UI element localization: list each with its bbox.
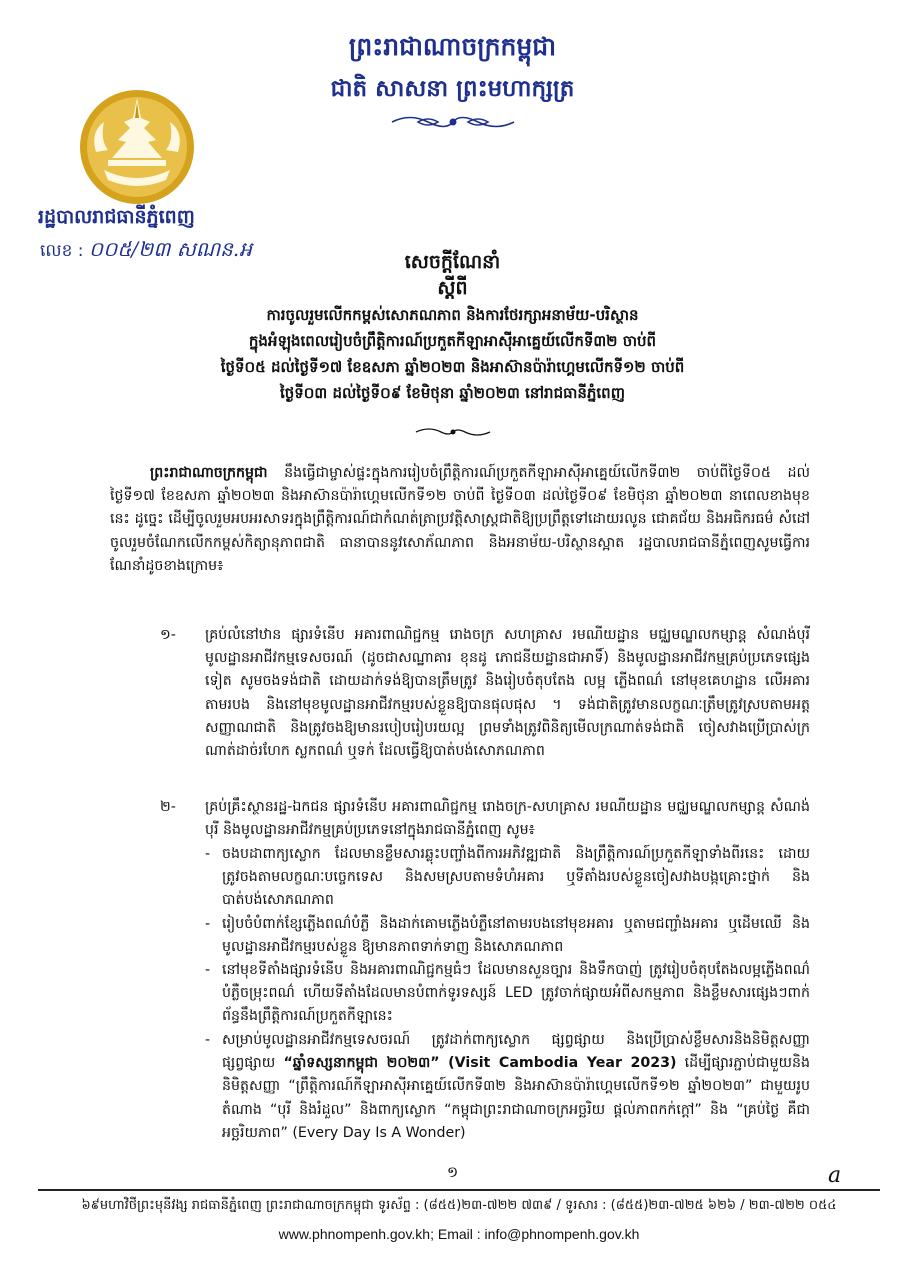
footer-web-email: www.phnompenh.gov.kh; Email : info@phnompenh.gov.kh <box>278 1226 640 1242</box>
phnom-penh-emblem-icon <box>78 88 196 206</box>
item-2-subpoint-1: - ចងបដាពាក្យស្លោក ដែលមានខ្លឹមសារឆ្លុះបញ្ចាំងពីការអភិវឌ្ឍជាតិ និងព្រឹត្តិការណ៍ប្រកួតកីឡាទាំងពីរនេះ ដោយត្រូវចងតាមលក្ខណៈបច្ចេកទេស និងសមស្របតាមទំហំអគារ ឬទីតាំងរបស់ខ្លួនចៀសវាងបង្កគ្រោះថ្នាក់ និងបាត់បង់សោភណភាព <box>205 846 810 909</box>
item-2-number: ២- <box>160 799 176 815</box>
footer-divider <box>38 1189 880 1191</box>
ministry-name: រដ្ឋបាលរាជធានីភ្នំពេញ <box>38 206 195 228</box>
item-2-subpoint-4: - សម្រាប់មូលដ្ឋានអាជីវកម្មទេសចរណ៍ ត្រូវដាក់ពាក្យស្លោក ផ្សព្វផ្សាយ និងប្រើប្រាស់ខ្លឹមសារនិងនិមិត្តសញ្ញាផ្សព្វផ្សាយ “ឆ្នាំទស្សនាកម្ពុជា ២០២៣” (Visit Cambodia Year 2023) ដើម្បីផ្សារភ្ជាប់ជាមួយនិងនិមិត្តសញ្ញា “ព្រឹត្តិការណ៍កីឡាអាស៊ីអាគ្នេយ៍លើកទី៣២ និងអាស៊ានប៉ារ៉ាហ្គេមលើកទី១២ ឆ្នាំ២០២៣” ជាមួយរូបតំណាង “បុរី និងរំដួល” និងពាក្យស្លោក “កម្ពុជាព្រះរាជាណាចក្រអច្ឆរិយ ផ្ដល់ភាពកក់ក្ដៅ” និង “គ្រប់ថ្ងៃ គឺជាអច្ឆរិយភាព” (Every Day Is A Wonder) <box>205 1032 810 1141</box>
item-1-number: ១- <box>160 627 176 643</box>
item-2-subpoint-2: - រៀបចំបំពាក់ខ្សែភ្លើងពណ៌បំភ្លឺ និងដាក់គោមភ្លើងបំភ្លឺនៅតាមរបងនៅមុខអគារ ឬតាមជញ្ជាំងអគារ ឬដើមឈើ និងមូលដ្ឋានអាជីវកម្មរបស់ខ្លួន ឱ្យមានភាពទាក់ទាញ និងសោភណភាព <box>205 916 810 956</box>
subpoint-3-text: នៅមុខទីតាំងផ្សារទំនើប និងអគារពាណិជ្ជកម្មធំៗ ដែលមានសួនច្បារ និងទឹកបាញ់ ត្រូវរៀបចំតុបតែងលម្អភ្លើងពណ៌បំភ្លឺចម្រុះពណ៌ ហើយទីតាំងដែលមានបំពាក់ទូរទស្សន៍ LED ត្រូវចាក់ផ្សាយអំពីសកម្មភាព និងខ្លឹមសារផ្សេងៗពាក់ព័ន្ធនឹងព្រឹត្តិការណ៍ប្រកួតកីឡានេះ <box>222 962 810 1025</box>
subpoint-1-text: ចងបដាពាក្យស្លោក ដែលមានខ្លឹមសារឆ្លុះបញ្ចាំងពីការអភិវឌ្ឍជាតិ និងព្រឹត្តិការណ៍ប្រកួតកីឡាទាំងពីរនេះ ដោយត្រូវចងតាមលក្ខណៈបច្ចេកទេស និងសមស្របតាមទំហំអគារ ឬទីតាំងរបស់ខ្លួនចៀសវាងបង្កគ្រោះថ្នាក់ និងបាត់បង់សោភណភាព <box>222 846 810 909</box>
footer-address: ៦៩មហាវិថីព្រះមុនីវង្ស រាជធានីភ្នំពេញ ព្រះរាជាណាចក្រកម្ពុជា ទូរស័ព្ទ : (៨៥៥)២៣-៧២២ ៧៣៩ / ទូរសារ : (៨៥៥)២៣-៧២៥ ៦២៦ / ២៣-៧២២ ០៥៤ <box>81 1198 837 1213</box>
ornament-divider-icon <box>388 110 518 134</box>
ornament-divider-icon <box>413 424 493 440</box>
subpoint-2-text: រៀបចំបំពាក់ខ្សែភ្លើងពណ៌បំភ្លឺ និងដាក់គោមភ្លើងបំភ្លឺនៅតាមរបងនៅមុខអគារ ឬតាមជញ្ជាំងអគារ ឬដើមឈើ និងមូលដ្ឋានអាជីវកម្មរបស់ខ្លួន ឱ្យមានភាពទាក់ទាញ និងសោភណភាព <box>222 916 810 956</box>
item-1-text: គ្រប់លំនៅឋាន ផ្សារទំនើប អគារពាណិជ្ជកម្ម រោងចក្រ សហគ្រាស រមណីយដ្ឋាន មជ្ឈមណ្ឌលកម្សាន្ត សំណង់បុរី មូលដ្ឋានអាជីវកម្មទេសចរណ៍ (ដូចជាសណ្ឋាគារ ខុនដូ ភោជនីយដ្ឋានជាអាទិ៍) និងមូលដ្ឋានអាជីវកម្មគ្រប់ប្រភេទផ្សេងទៀត សូមចងទង់ជាតិ ដោយដាក់ទង់ឱ្យបានត្រឹមត្រូវ និងរៀបចំតុបតែង លម្អ ភ្លើងពណ៌ នៅមុខគេហដ្ឋាន លើអគារ តាមរបង និងនៅមុខមូលដ្ឋានអាជីវកម្មរបស់ខ្លួនឱ្យបានផុលផុស ។ ទង់ជាតិត្រូវមានលក្ខណៈត្រឹមត្រូវស្របតាមអត្តសញ្ញាណជាតិ និងត្រូវចងឱ្យមានរបៀបរៀបរយល្អ ព្រមទាំងត្រូវពិនិត្យមើលក្រណាត់ទង់ជាតិ ចៀសវាងប្រើប្រាស់ក្រណាត់ដាច់រហែក ស្លកពណ៌ ឬទក់ ដែលធ្វើឱ្យបាត់បង់សោភណភាព <box>205 627 810 760</box>
subpoint-4-slogan: “ឆ្នាំទស្សនាកម្ពុជា ២០២៣” (Visit Cambodia Year 2023) <box>283 1055 677 1072</box>
item-2-text: គ្រប់គ្រឹះស្ថានរដ្ឋ-ឯកជន ផ្សារទំនើប អគារពាណិជ្ជកម្ម រោងចក្រ-សហគ្រាស រមណីយដ្ឋាន មជ្ឈមណ្ឌលកម្សាន្ត សំណង់បុរី និងមូលដ្ឋានអាជីវកម្មគ្រប់ប្រភេទនៅក្នុងរាជធានីភ្នំពេញ សូម៖ <box>205 799 810 839</box>
intro-text: នឹងធ្វើជាម្ចាស់ផ្ទះក្នុងការរៀបចំព្រឹត្តិការណ៍ប្រកួតកីឡាអាស៊ីអាគ្នេយ៍លើកទី៣២ ចាប់ពីថ្ងៃទី០៥ ដល់ថ្ងៃទី១៧ ខែឧសភា ឆ្នាំ២០២៣ និងអាស៊ានប៉ារ៉ាហ្គេមលើកទី១២ ចាប់ពី ថ្ងៃទី០៣ ដល់ថ្ងៃទី០៩ ខែមិថុនា ឆ្នាំ២០២៣ នាពេលខាងមុខនេះ ដូច្នេះ ដើម្បីចូលរួមអបអរសាទរក្នុងព្រឹត្តិការណ៍ជាកំណត់ត្រាប្រវត្តិសាស្ត្រជាតិឱ្យប្រព្រឹត្តទៅដោយរលូន ជោគជ័យ និងអធិករធម៌ សំដៅចូលរួមចំណែកលើកកម្ពស់កិត្យានុភាពជាតិ ធានាបាននូវសោភ័ណភាព និងអនាម័យ-បរិស្ថានស្អាត រដ្ឋបាលរាជធានីភ្នំពេញសូមធ្វើការណែនាំដូចខាងក្រោម៖ <box>110 465 810 574</box>
subject-line-2: ក្នុងអំឡុងពេលរៀបចំព្រឹត្តិការណ៍ប្រកួតកីឡាអាស៊ីអាគ្នេយ៍លើកទី៣២ ចាប់ពី <box>248 332 657 350</box>
page-number: ១ <box>446 1163 459 1181</box>
document-type-title: សេចក្ដីណែនាំ <box>404 251 501 273</box>
reference-value: ០០៥/២៣ សណន.អ <box>88 237 252 261</box>
kingdom-heading: ព្រះរាជាណាចក្រកម្ពុជា <box>348 32 557 61</box>
subject-line-1: ការចូលរួមលើកកម្ពស់សោភណភាព និងការថែរក្សាអនាម័យ-បរិស្ថាន <box>266 306 639 324</box>
national-motto: ជាតិ សាសនា ព្រះមហាក្សត្រ <box>330 76 575 102</box>
intro-kingdom-bold: ព្រះរាជាណាចក្រកម្ពុជា <box>150 465 268 481</box>
reference-label: លេខ : <box>40 241 84 261</box>
subject-line-3: ថ្ងៃទី០៥ ដល់ថ្ងៃទី១៧ ខែឧសភា ឆ្នាំ២០២៣ និងអាស៊ានប៉ារ៉ាហ្គេមលើកទី១២ ចាប់ពី <box>220 358 685 376</box>
handwritten-initial: a <box>828 1163 842 1188</box>
subpoint-4-text-a: សម្រាប់មូលដ្ឋានអាជីវកម្មទេសចរណ៍ ត្រូវដាក់ពាក្យស្លោក ផ្សព្វផ្សាយ និងប្រើប្រាស់ខ្លឹមសារនិងនិមិត្តសញ្ញាផ្សព្វផ្សាយ <box>222 1032 810 1072</box>
intro-paragraph <box>110 462 810 578</box>
item-2-subpoint-3: - នៅមុខទីតាំងផ្សារទំនើប និងអគារពាណិជ្ជកម្មធំៗ ដែលមានសួនច្បារ និងទឹកបាញ់ ត្រូវរៀបចំតុបតែងលម្អភ្លើងពណ៌បំភ្លឺចម្រុះពណ៌ ហើយទីតាំងដែលមានបំពាក់ទូរទស្សន៍ LED ត្រូវចាក់ផ្សាយអំពីសកម្មភាព និងខ្លឹមសារផ្សេងៗពាក់ព័ន្ធនឹងព្រឹត្តិការណ៍ប្រកួតកីឡានេះ <box>205 962 810 1025</box>
document-about-label: ស្ដីពី <box>437 277 468 299</box>
subpoint-4-text-c: ដើម្បីផ្សារភ្ជាប់ជាមួយនិងនិមិត្តសញ្ញា “ព្រឹត្តិការណ៍កីឡាអាស៊ីអាគ្នេយ៍លើកទី៣២ និងអាស៊ានប៉ារ៉ាហ្គេមលើកទី១២ ឆ្នាំ២០២៣” ជាមួយរូបតំណាង “បុរី និងរំដួល” និងពាក្យស្លោក “កម្ពុជាព្រះរាជាណាចក្រអច្ឆរិយ ផ្ដល់ភាពកក់ក្ដៅ” និង “គ្រប់ថ្ងៃ គឺជាអច្ឆរិយភាព” (Every Day Is A Wonder) <box>222 1055 810 1141</box>
subject-line-4: ថ្ងៃទី០៣ ដល់ថ្ងៃទី០៩ ខែមិថុនា ឆ្នាំ២០២៣ នៅរាជធានីភ្នំពេញ <box>280 384 625 402</box>
